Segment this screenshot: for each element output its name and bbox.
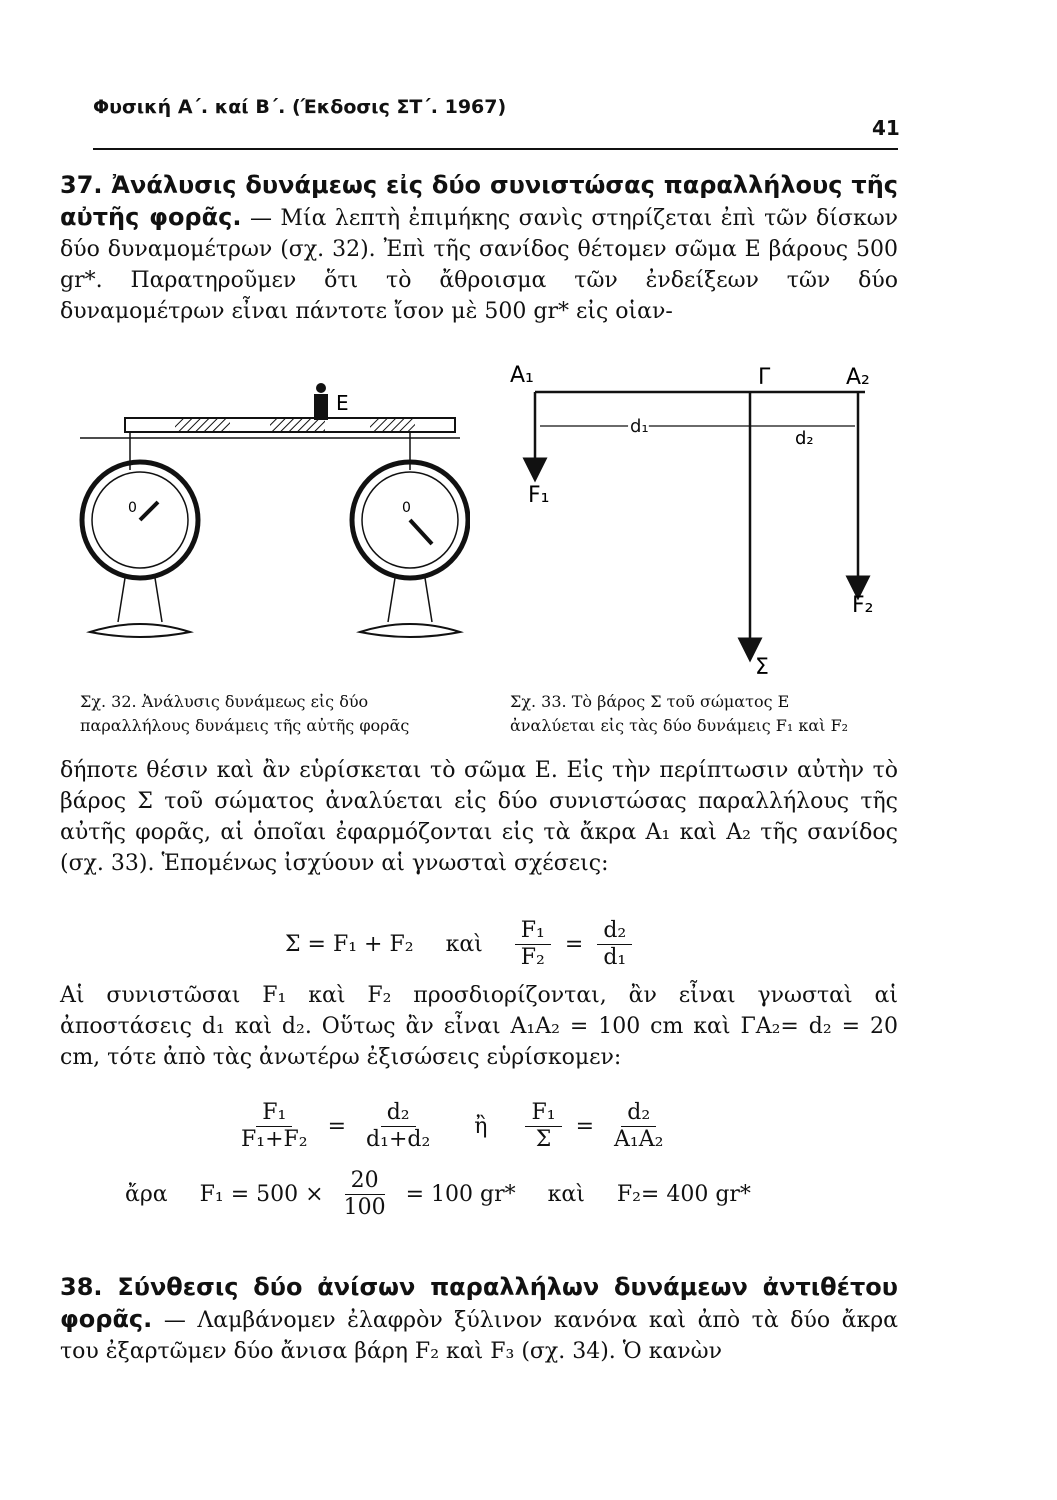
frac-den: F₂: [520, 945, 545, 970]
formula-3-frac: [338, 1168, 392, 1221]
frac-num: d₂: [381, 1100, 416, 1127]
frac-num: d₂: [597, 918, 632, 945]
formula-3-ara: ἄρα: [125, 1182, 168, 1207]
section-38-paragraph: [60, 1272, 898, 1367]
frac-den: d₁+d₂: [366, 1127, 431, 1152]
frac-num: F₁: [525, 1100, 561, 1127]
formula-2-frac-a: [235, 1100, 314, 1153]
figure-32: [70, 370, 470, 670]
section-38-text: — Λαμβάνομεν ἐλαφρὸν ξύλινον κανόνα καὶ ἀπὸ τὰ δύο ἄκρα του ἐξαρτῶμεν δύο ἄνισα βάρη F₂ καὶ F₃ (σχ. 34). Ὁ κανὼν: [60, 1308, 898, 1364]
section-37-intro: — Μία λεπτὴ ἐπιμήκης σανὶς στηρίζεται ἐπὶ τῶν δίσκων δύο δυναμομέτρων (σχ. 32). Ἐπὶ τῆς σανίδος θέτομεν σῶμα Ε βάρους 500 gr*. Παρατηροῦμεν ὅτι τὸ ἄθροισμα τῶν ἐνδείξεων τῶν δύο δυναμομέτρων εἶναι πάντοτε ἴσον μὲ 500 gr* εἰς οἱαν-: [60, 206, 899, 324]
formula-2-frac-d: [608, 1100, 669, 1153]
board: [80, 418, 460, 438]
formula-3-and: καὶ: [547, 1182, 585, 1207]
formula-3: [125, 1168, 751, 1221]
equals-sign: =: [575, 1114, 595, 1139]
caption-33-line1: Σχ. 33. Τὸ βάρος Σ τοῦ σώματος Ε: [510, 692, 790, 711]
dynamometer-left: [82, 432, 198, 637]
label-gamma: Γ: [758, 365, 771, 390]
section-37-title: 37. Ἀνάλυσις δυνάμεως εἰς δύο συνιστώσας παραλλήλους τῆς αὐτῆς φορᾶς.: [60, 171, 898, 231]
figure-32-caption: [80, 690, 409, 738]
formula-2: [235, 1100, 669, 1153]
dynamometer-right: [352, 432, 468, 637]
label-d1: d₁: [630, 416, 649, 437]
frac-num: F₁: [515, 918, 551, 945]
weight-e: [314, 383, 349, 420]
frac-den: 100: [343, 1195, 386, 1220]
caption-32-line1: Σχ. 32. Ἀνάλυσις δυνάμεως εἰς δύο: [80, 692, 369, 711]
section-38-title: 38. Σύνθεσις δύο ἀνίσων παραλλήλων δυνάμεων ἀντιθέτου φορᾶς.: [60, 1273, 898, 1333]
formula-1-and: καὶ: [445, 932, 483, 957]
label-sigma: Σ: [755, 655, 769, 680]
equals-sign: =: [327, 1114, 347, 1139]
weight-label: E: [336, 391, 349, 415]
formula-2-frac-c: [525, 1100, 561, 1153]
frac-num: 20: [345, 1168, 385, 1195]
formula-2-frac-b: [360, 1100, 436, 1153]
dial-left-zero: 0: [128, 500, 137, 516]
figure-33: [500, 360, 900, 680]
label-a2: A₂: [846, 365, 870, 390]
header-rule: [93, 148, 898, 150]
frac-den: d₁: [603, 945, 627, 970]
equals-sign: =: [564, 932, 584, 957]
formula-3-result: = 100 gr*: [405, 1182, 516, 1207]
formula-2-or: ἢ: [474, 1114, 488, 1139]
body-paragraph-1: δήποτε θέσιν καὶ ἂν εὑρίσκεται τὸ σῶμα Ε. Εἰς τὴν περίπτωσιν αὐτὴν τὸ βάρος Σ τοῦ σώματος ἀναλύεται εἰς δύο συνιστώσας παραλλήλους τῆς αὐτῆς φορᾶς, αἱ ὁποῖαι ἐφαρμόζονται εἰς τὰ ἄκρα A₁ καὶ A₂ τῆς σανίδος (σχ. 33). Ἑπομένως ἰσχύουν αἱ γνωσταὶ σχέσεις:: [60, 758, 898, 876]
label-d2: d₂: [795, 428, 814, 449]
formula-3-f2: F₂= 400 gr*: [616, 1182, 751, 1207]
label-a1: A₁: [510, 363, 534, 388]
frac-num: d₂: [621, 1100, 656, 1127]
body-paragraph-2: Αἱ συνιστῶσαι F₁ καὶ F₂ προσδιορίζονται, ἂν εἶναι γνωσταὶ αἱ ἀποστάσεις d₁ καὶ d₂. Οὕτως ἂν εἶναι A₁A₂ = 100 cm καὶ ΓA₂= d₂ = 20 cm, τότε ἀπὸ τὰς ἀνωτέρω ἐξισώσεις εὑρίσκομεν:: [60, 983, 898, 1070]
page-number: 41: [872, 116, 900, 140]
formula-1-sum: Σ = F₁ + F₂: [285, 932, 414, 957]
frac-den: F₁+F₂: [241, 1127, 308, 1152]
figure-33-caption: [510, 690, 848, 738]
section-37-paragraph: [60, 170, 898, 327]
caption-33-line2: ἀναλύεται εἰς τὰς δύο δυνάμεις F₁ καὶ F₂: [510, 716, 849, 735]
frac-den: Σ: [535, 1127, 552, 1152]
caption-32-line2: παραλλήλους δυνάμεις τῆς αὐτῆς φορᾶς: [80, 716, 410, 735]
dial-right-zero: 0: [402, 500, 411, 516]
frac-num: F₁: [256, 1100, 292, 1127]
formula-1: [285, 918, 632, 971]
label-f1: F₁: [528, 483, 550, 508]
formula-3-lhs: F₁ = 500 ×: [199, 1182, 324, 1207]
formula-1-frac-a: [515, 918, 551, 971]
book-title: Φυσική Α΄. καί Β΄. (Έκδοσις ΣΤ΄. 1967): [93, 96, 507, 118]
formula-1-frac-b: [597, 918, 632, 971]
label-f2: F₂: [852, 593, 874, 618]
frac-den: A₁A₂: [614, 1127, 664, 1152]
